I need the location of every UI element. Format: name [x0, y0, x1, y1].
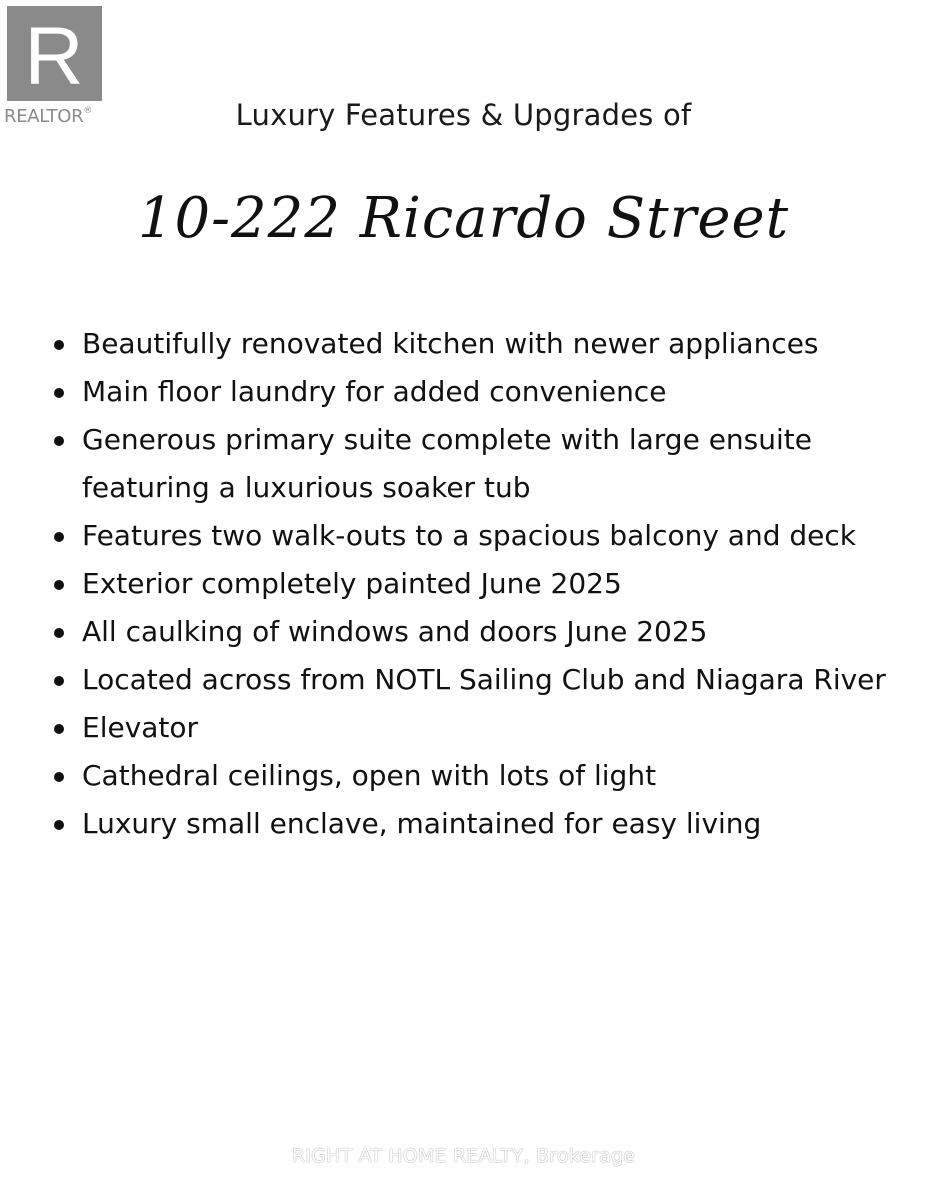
realtor-wordmark: REALTOR® [4, 106, 93, 127]
bullet-icon [54, 436, 64, 446]
bullet-icon [54, 772, 64, 782]
bullet-icon [54, 532, 64, 542]
list-item: Elevator [82, 704, 902, 752]
list-item: Generous primary suite complete with large ensuite featuring a luxurious soaker tub [82, 416, 902, 512]
list-item: Beautifully renovated kitchen with newer appliances [82, 320, 902, 368]
bullet-icon [54, 628, 64, 638]
list-item: All caulking of windows and doors June 2025 [82, 608, 902, 656]
bullet-icon [54, 820, 64, 830]
list-item: Exterior completely painted June 2025 [82, 560, 902, 608]
brokerage-watermark: RIGHT AT HOME REALTY, Brokerage [291, 1145, 636, 1167]
bullet-icon [54, 676, 64, 686]
list-item: Located across from NOTL Sailing Club and Niagara River [82, 656, 902, 704]
page-title: 10-222 Ricardo Street [137, 186, 790, 251]
list-item: Luxury small enclave, maintained for easy living [82, 800, 902, 848]
bullet-icon [54, 340, 64, 350]
bullet-icon [54, 388, 64, 398]
realtor-r-logo-icon [7, 6, 102, 101]
bullet-icon [54, 580, 64, 590]
page-subtitle: Luxury Features & Upgrades of [235, 98, 692, 132]
list-item: Cathedral ceilings, open with lots of light [82, 752, 902, 800]
svg-text:R: R [24, 11, 84, 101]
bullet-icon [54, 724, 64, 734]
list-item: Features two walk-outs to a spacious balcony and deck [82, 512, 902, 560]
list-item: Main floor laundry for added convenience [82, 368, 902, 416]
feature-list [82, 320, 902, 848]
